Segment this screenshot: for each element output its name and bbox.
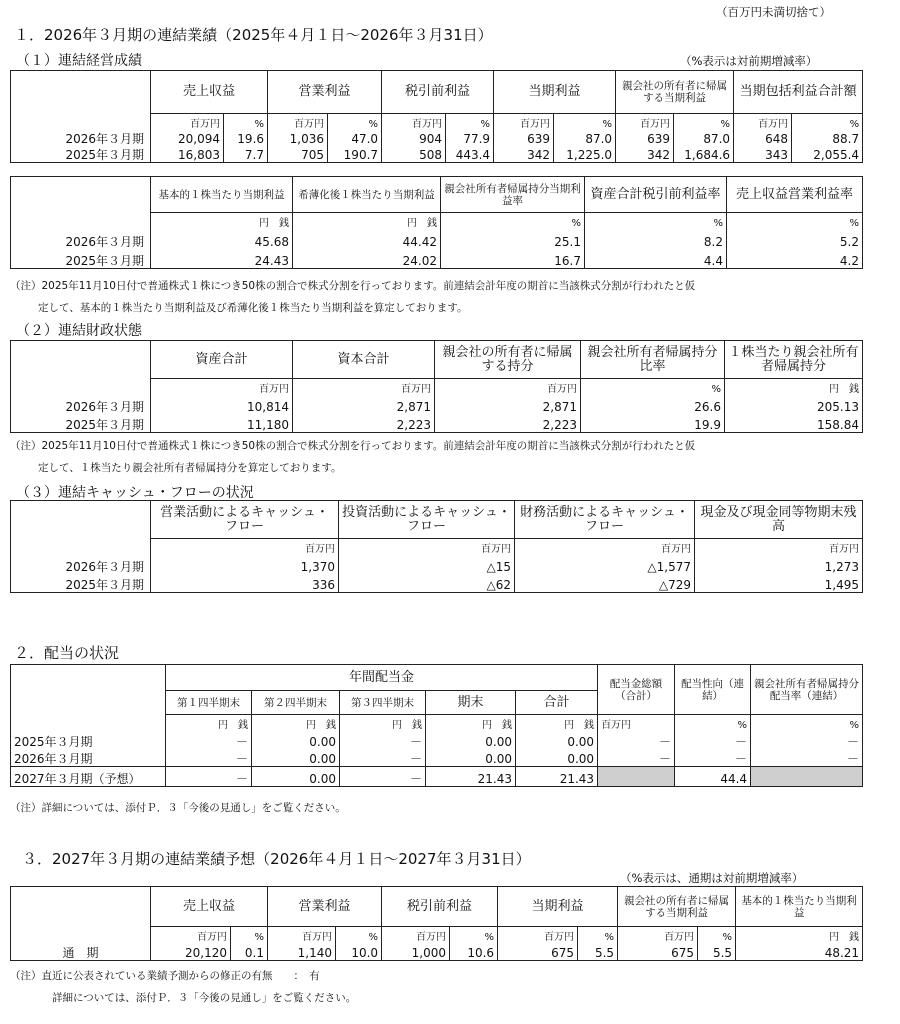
value-cell: － — [166, 767, 252, 787]
row-label: 2025年３月期 — [11, 574, 151, 593]
row-label: 2026年３月期 — [11, 130, 151, 146]
value-cell: 44.4 — [675, 767, 751, 787]
value-cell: － — [166, 731, 252, 749]
value-cell: 443.4 — [446, 146, 494, 163]
unit-cell: 円 銭 — [252, 715, 340, 731]
value-cell: － — [751, 749, 863, 767]
value-cell: 1,370 — [151, 555, 339, 574]
unit-cell: 円 銭 — [293, 213, 441, 229]
unit-cell: % — [328, 114, 382, 130]
col-header: 営業利益 — [268, 887, 382, 927]
unit-cell: 百万円 — [618, 927, 698, 943]
unit-cell: 百万円 — [616, 114, 674, 130]
unit-cell: 百万円 — [598, 715, 675, 731]
unit-cell: % — [727, 213, 863, 229]
value-cell: － — [166, 749, 252, 767]
unit-cell: % — [336, 927, 382, 943]
value-cell: 10.0 — [336, 943, 382, 961]
value-cell: 2,223 — [293, 414, 435, 433]
unit-cell: 百万円 — [293, 379, 435, 395]
value-cell: 336 — [151, 574, 339, 593]
label-cell — [11, 213, 151, 229]
unit-cell: % — [675, 715, 751, 731]
value-cell: 1,140 — [268, 943, 336, 961]
value-cell: － — [675, 749, 751, 767]
value-cell: 1,036 — [268, 130, 328, 146]
value-cell — [598, 767, 675, 787]
sub3-title: （３）連結キャッシュ・フローの状況 — [16, 485, 254, 501]
col-header: 当期利益 — [498, 887, 618, 927]
value-cell: 11,180 — [151, 414, 293, 433]
col-header: 第２四半期末 — [252, 691, 340, 715]
col-header: 親会社の所有者に帰属する当期利益 — [618, 887, 736, 927]
value-cell: 705 — [268, 146, 328, 163]
value-cell: 10.6 — [450, 943, 498, 961]
row-label: 2026年３月期 — [11, 395, 151, 414]
value-cell: 1,225.0 — [554, 146, 616, 163]
col-header: 当期包括利益合計額 — [734, 71, 863, 114]
value-cell: － — [598, 749, 675, 767]
corner-cell — [11, 887, 151, 927]
section3-title: ３．2027年３月期の連結業績予想（2026年４月１日～2027年３月31日） — [22, 850, 531, 868]
value-cell: － — [751, 731, 863, 749]
col-header: 第３四半期末 — [340, 691, 426, 715]
note-stock-split-2a: （注）2025年11月10日付で普通株式１株につき50株の割合で株式分割を行っております。前連結会計年度の期首に当該株式分割が行われたと仮 — [10, 440, 696, 452]
value-cell: 16,803 — [151, 146, 224, 163]
value-cell: 77.9 — [446, 130, 494, 146]
value-cell: 48.21 — [736, 943, 863, 961]
unit-cell: 百万円 — [151, 927, 231, 943]
value-cell: 16.7 — [441, 249, 585, 269]
value-cell: 1,495 — [695, 574, 863, 593]
value-cell: △62 — [339, 574, 515, 593]
unit-cell: % — [751, 715, 863, 731]
unit-cell: % — [698, 927, 736, 943]
col-header: 配当性向（連結） — [675, 665, 751, 715]
unit-cell: 百万円 — [435, 379, 581, 395]
value-cell: 0.00 — [426, 749, 516, 767]
label-cell — [11, 379, 151, 395]
col-header: 財務活動によるキャッシュ・フロー — [515, 501, 695, 539]
unit-note: （百万円未満切捨て） — [716, 5, 831, 19]
unit-cell: % — [585, 213, 727, 229]
value-cell — [751, 767, 863, 787]
unit-cell: % — [224, 114, 268, 130]
label-cell — [11, 715, 166, 731]
col-header: 親会社所有者帰属持分比率 — [581, 341, 725, 379]
value-cell: 2,223 — [435, 414, 581, 433]
forecast-note-2: 詳細については、添付Ｐ．３「今後の見通し」をご覧ください。 — [52, 992, 357, 1004]
section1-title: １．2026年３月期の連結業績（2025年４月１日～2026年３月31日） — [14, 26, 493, 44]
value-cell: － — [340, 767, 426, 787]
section3-pct-note: （%表示は、通期は対前期増減率） — [620, 871, 804, 885]
sub1-pct-note: （%表示は対前期増減率） — [680, 54, 818, 68]
value-cell: － — [675, 731, 751, 749]
col-header: 営業活動によるキャッシュ・フロー — [151, 501, 339, 539]
sub2-title: （２）連結財政状態 — [16, 323, 142, 339]
value-cell: 639 — [494, 130, 554, 146]
value-cell: 87.0 — [554, 130, 616, 146]
value-cell: － — [340, 749, 426, 767]
value-cell: 0.1 — [231, 943, 268, 961]
col-header: 営業利益 — [268, 71, 382, 114]
value-cell: 639 — [616, 130, 674, 146]
value-cell: 0.00 — [516, 731, 598, 749]
row-label: 2026年３月期 — [11, 749, 166, 767]
forecast-note-1: （注）直近に公表されている業績予測からの修正の有無 ： 有 — [10, 970, 320, 982]
value-cell: 5.5 — [698, 943, 736, 961]
value-cell: 4.2 — [727, 249, 863, 269]
value-cell: 0.00 — [516, 749, 598, 767]
unit-cell: % — [578, 927, 618, 943]
value-cell: 342 — [616, 146, 674, 163]
label-cell — [11, 539, 151, 555]
col-header: 希薄化後１株当たり当期利益 — [293, 177, 441, 213]
note-stock-split-1b: 定して、基本的１株当たり当期利益及び希薄化後１株当たり当期利益を算定しております。 — [38, 302, 468, 314]
unit-cell: 円 銭 — [725, 379, 863, 395]
unit-cell: % — [554, 114, 616, 130]
unit-cell: 百万円 — [498, 927, 578, 943]
row-label: 2025年３月期 — [11, 414, 151, 433]
operating-results-table — [10, 70, 863, 163]
row-label: 2026年３月期 — [11, 229, 151, 249]
col-header: 現金及び現金同等物期末残高 — [695, 501, 863, 539]
note-stock-split-1a: （注）2025年11月10日付で普通株式１株につき50株の割合で株式分割を行っております。前連結会計年度の期首に当該株式分割が行われたと仮 — [10, 280, 696, 292]
value-cell: 5.2 — [727, 229, 863, 249]
value-cell: 5.5 — [578, 943, 618, 961]
col-header: 売上収益営業利益率 — [727, 177, 863, 213]
col-header: 資産合計 — [151, 341, 293, 379]
value-cell: 343 — [734, 146, 792, 163]
corner-cell — [11, 177, 151, 213]
value-cell: 1,273 — [695, 555, 863, 574]
unit-cell: 円 銭 — [516, 715, 598, 731]
value-cell: 21.43 — [516, 767, 598, 787]
unit-cell: 百万円 — [382, 114, 446, 130]
value-cell: 675 — [498, 943, 578, 961]
col-header: 資産合計税引前利益率 — [585, 177, 727, 213]
col-header: 当期利益 — [494, 71, 616, 114]
col-header: 売上収益 — [151, 887, 268, 927]
value-cell: 47.0 — [328, 130, 382, 146]
col-header: 資本合計 — [293, 341, 435, 379]
unit-cell: 円 銭 — [166, 715, 252, 731]
value-cell: 7.7 — [224, 146, 268, 163]
unit-cell: 百万円 — [734, 114, 792, 130]
value-cell: 2,055.4 — [792, 146, 863, 163]
corner-cell — [11, 665, 166, 715]
value-cell: 26.6 — [581, 395, 725, 414]
col-header: 配当金総額（合計） — [598, 665, 675, 715]
unit-cell: % — [446, 114, 494, 130]
row-label: 2025年３月期 — [11, 249, 151, 269]
col-header: 投資活動によるキャッシュ・フロー — [339, 501, 515, 539]
value-cell: 20,120 — [151, 943, 231, 961]
row-label: 2025年３月期 — [11, 731, 166, 749]
dividend-table — [10, 664, 863, 787]
unit-cell: 百万円 — [382, 927, 450, 943]
value-cell: 1,684.6 — [674, 146, 734, 163]
value-cell: 4.4 — [585, 249, 727, 269]
value-cell: 648 — [734, 130, 792, 146]
unit-cell: % — [674, 114, 734, 130]
unit-cell: % — [231, 927, 268, 943]
corner-cell — [11, 501, 151, 539]
value-cell: 24.02 — [293, 249, 441, 269]
col-header: 売上収益 — [151, 71, 268, 114]
unit-cell: 円 銭 — [736, 927, 863, 943]
unit-cell: 百万円 — [151, 539, 339, 555]
unit-cell: 百万円 — [268, 927, 336, 943]
col-header: 基本的１株当たり当期利益 — [736, 887, 863, 927]
value-cell: 2,871 — [293, 395, 435, 414]
col-header: 親会社の所有者に帰属する持分 — [435, 341, 581, 379]
col-header: 第１四半期末 — [166, 691, 252, 715]
value-cell: 88.7 — [792, 130, 863, 146]
unit-cell: % — [441, 213, 585, 229]
col-header: 基本的１株当たり当期利益 — [151, 177, 293, 213]
label-cell — [11, 114, 151, 130]
col-header: 期末 — [426, 691, 516, 715]
value-cell: 190.7 — [328, 146, 382, 163]
value-cell: △729 — [515, 574, 695, 593]
unit-cell: 百万円 — [695, 539, 863, 555]
value-cell: 10,814 — [151, 395, 293, 414]
value-cell: 25.1 — [441, 229, 585, 249]
value-cell: 1,000 — [382, 943, 450, 961]
unit-cell: 円 銭 — [426, 715, 516, 731]
value-cell: 21.43 — [426, 767, 516, 787]
value-cell: 19.9 — [581, 414, 725, 433]
sub1-title: （１）連結経営成績 — [16, 53, 142, 69]
dividend-note: （注）詳細については、添付Ｐ．３「今後の見通し」をご覧ください。 — [10, 802, 346, 814]
value-cell: 45.68 — [151, 229, 293, 249]
unit-cell: 百万円 — [515, 539, 695, 555]
row-label: 2025年３月期 — [11, 146, 151, 163]
label-cell — [11, 927, 151, 943]
col-header: １株当たり親会社所有者帰属持分 — [725, 341, 863, 379]
unit-cell: % — [792, 114, 863, 130]
value-cell: 904 — [382, 130, 446, 146]
col-header: 親会社所有者帰属持分配当率（連結） — [751, 665, 863, 715]
section2-title: ２．配当の状況 — [14, 644, 120, 662]
value-cell: 20,094 — [151, 130, 224, 146]
value-cell: △15 — [339, 555, 515, 574]
value-cell: 675 — [618, 943, 698, 961]
unit-cell: 円 銭 — [340, 715, 426, 731]
value-cell: 0.00 — [426, 731, 516, 749]
col-header: 親会社の所有者に帰属する当期利益 — [616, 71, 734, 114]
value-cell: 19.6 — [224, 130, 268, 146]
value-cell: － — [598, 731, 675, 749]
col-header: 税引前利益 — [382, 887, 498, 927]
value-cell: 8.2 — [585, 229, 727, 249]
unit-cell: 百万円 — [339, 539, 515, 555]
per-share-table — [10, 176, 863, 269]
col-header: 合計 — [516, 691, 598, 715]
row-label: 2026年３月期 — [11, 555, 151, 574]
unit-cell: 円 銭 — [151, 213, 293, 229]
value-cell: 2,871 — [435, 395, 581, 414]
financial-position-table — [10, 340, 863, 433]
value-cell: 0.00 — [252, 749, 340, 767]
row-label: 通 期 — [11, 943, 151, 961]
corner-cell — [11, 341, 151, 379]
value-cell: 44.42 — [293, 229, 441, 249]
unit-cell: % — [450, 927, 498, 943]
value-cell: 158.84 — [725, 414, 863, 433]
forecast-table — [10, 886, 863, 961]
value-cell: 87.0 — [674, 130, 734, 146]
value-cell: △1,577 — [515, 555, 695, 574]
col-header: 親会社所有者帰属持分当期利益率 — [441, 177, 585, 213]
unit-cell: 百万円 — [494, 114, 554, 130]
group-header: 年間配当金 — [166, 665, 598, 691]
value-cell: 205.13 — [725, 395, 863, 414]
value-cell: 0.00 — [252, 767, 340, 787]
value-cell: 24.43 — [151, 249, 293, 269]
unit-cell: 百万円 — [151, 114, 224, 130]
unit-cell: 百万円 — [268, 114, 328, 130]
value-cell: 342 — [494, 146, 554, 163]
cash-flow-table — [10, 500, 863, 593]
unit-cell: 百万円 — [151, 379, 293, 395]
value-cell: 0.00 — [252, 731, 340, 749]
value-cell: － — [340, 731, 426, 749]
value-cell: 508 — [382, 146, 446, 163]
row-label: 2027年３月期（予想） — [11, 767, 166, 787]
unit-cell: % — [581, 379, 725, 395]
note-stock-split-2b: 定して、１株当たり親会社所有者帰属持分を算定しております。 — [38, 462, 342, 474]
corner-cell — [11, 71, 151, 114]
col-header: 税引前利益 — [382, 71, 494, 114]
